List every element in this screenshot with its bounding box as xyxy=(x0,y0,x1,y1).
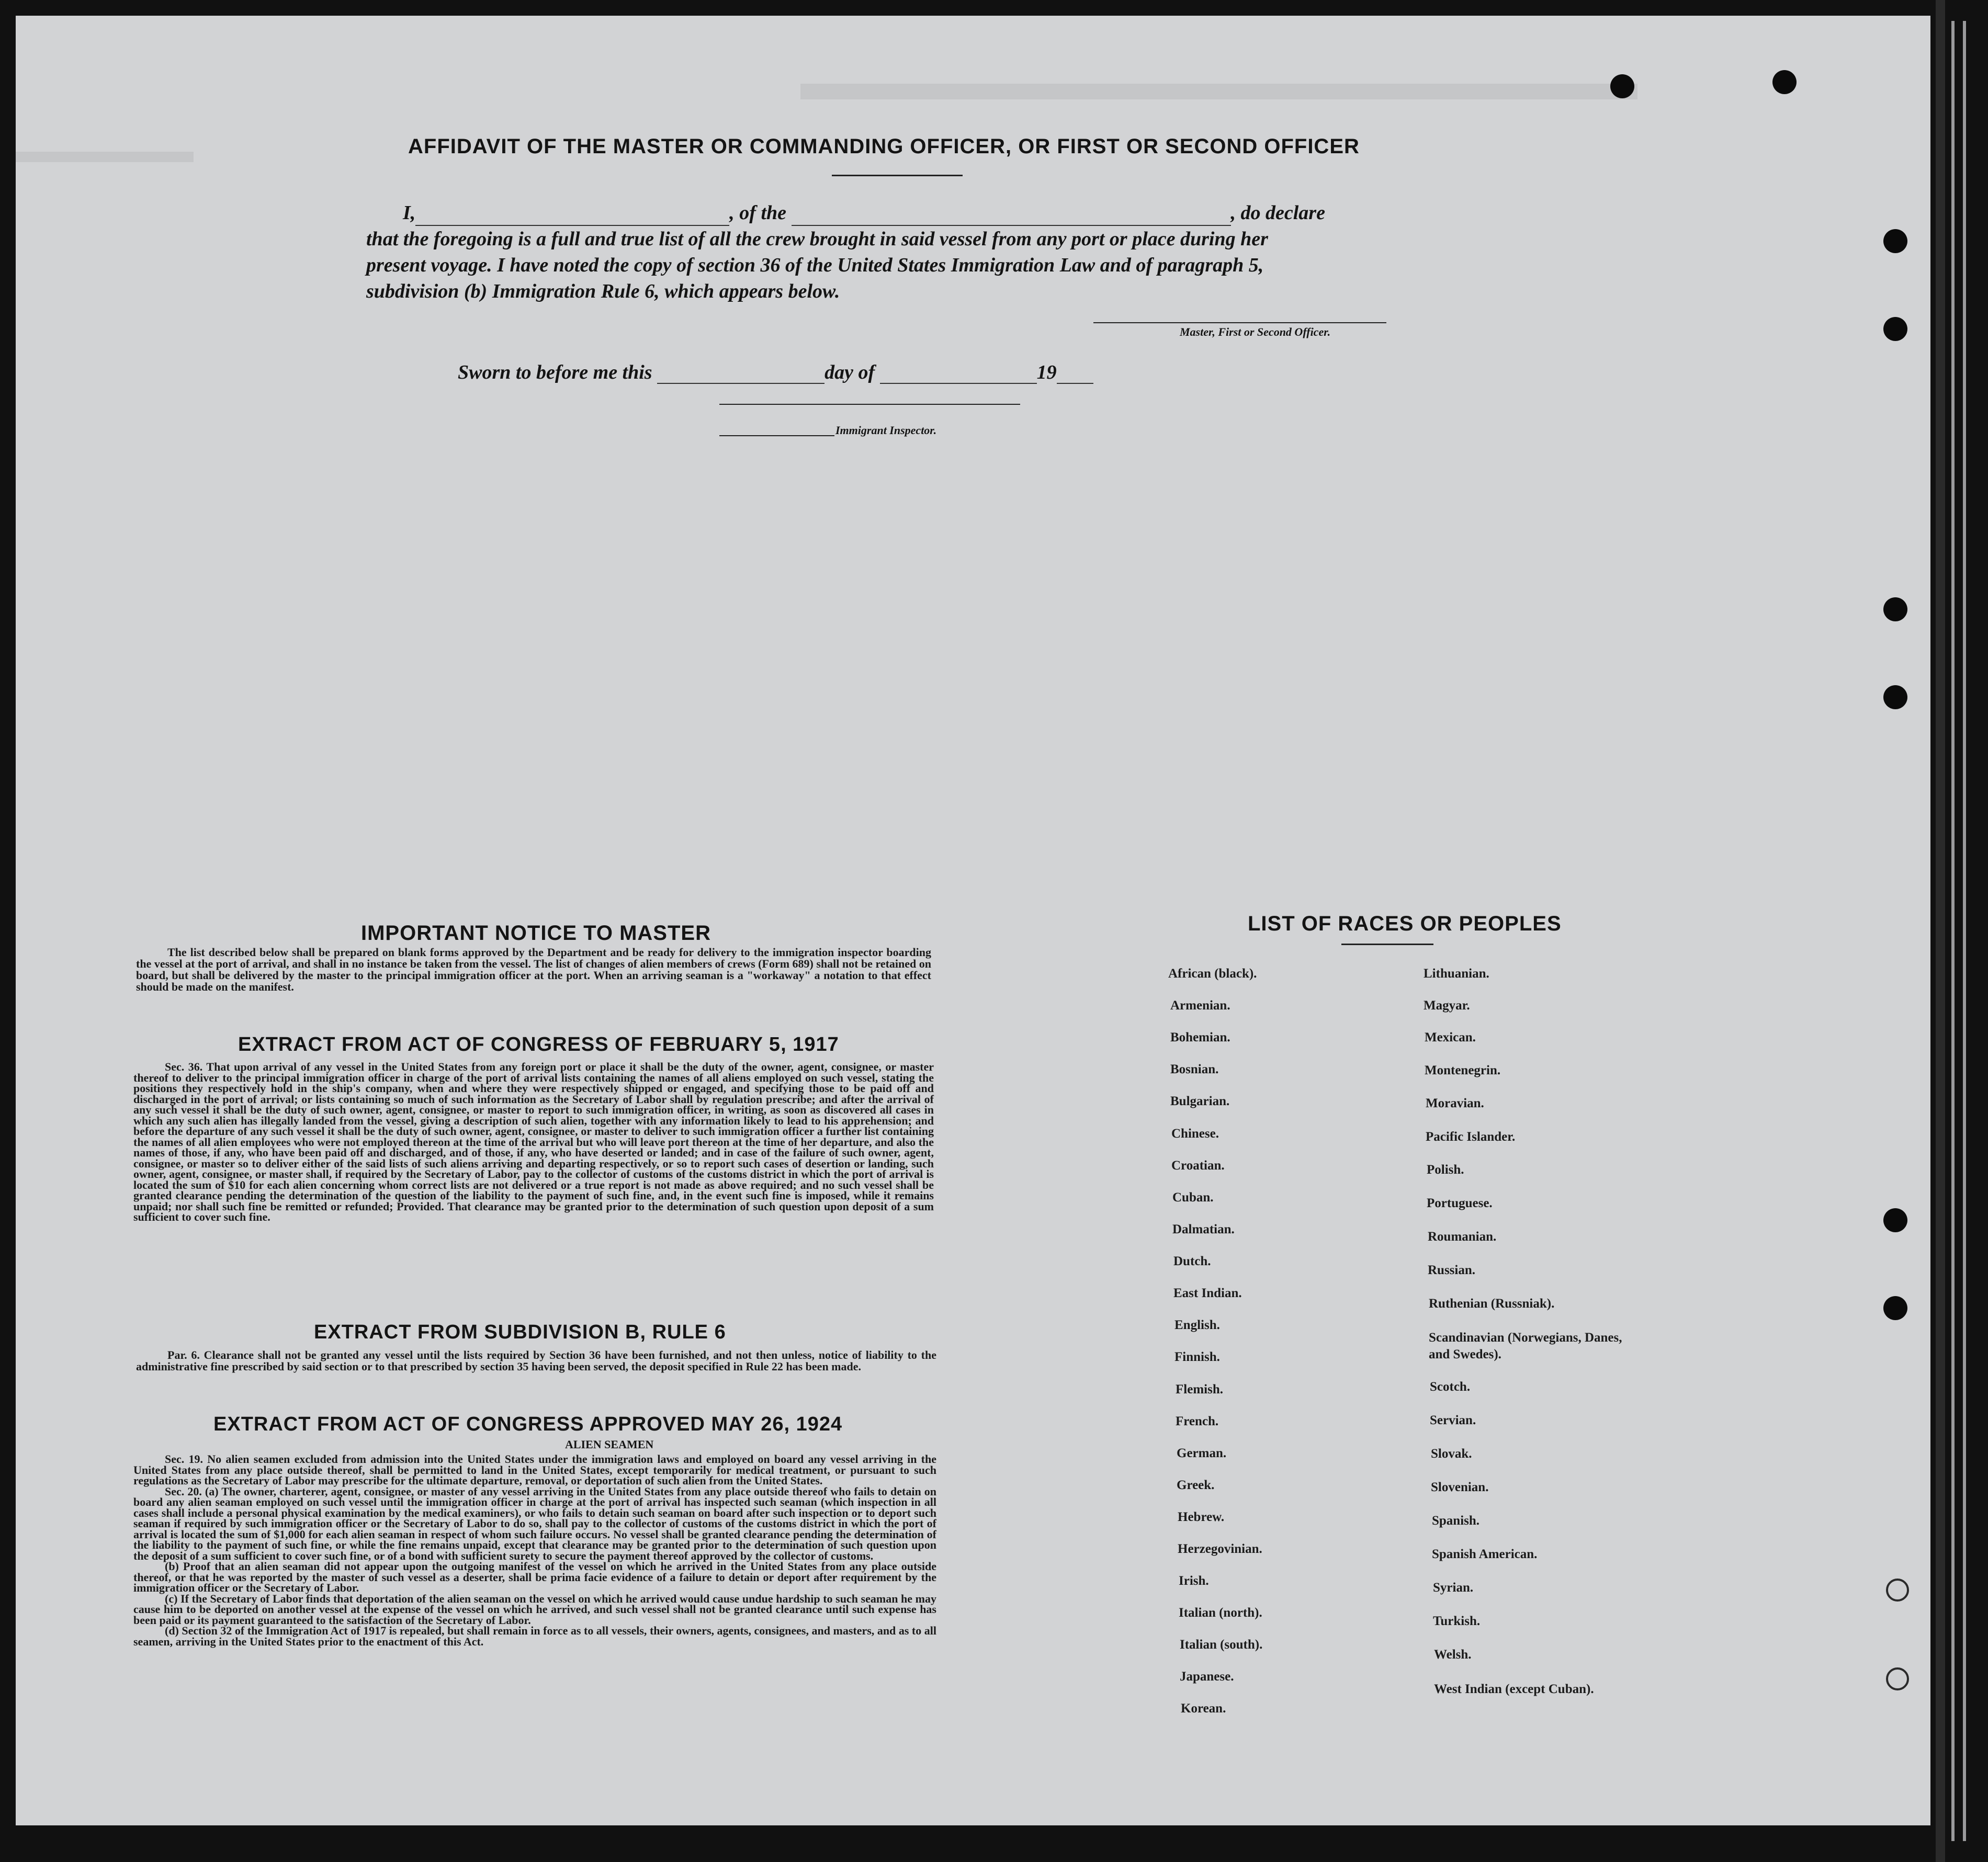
sworn-year-label: 19 xyxy=(1036,361,1057,383)
binding-edge-stripe xyxy=(1963,21,1966,1841)
race-item: Pacific Islander. xyxy=(1426,1130,1516,1144)
sworn-statement xyxy=(458,361,1093,384)
declarant-prefix: I, xyxy=(403,202,416,224)
sec19-text: Sec. 19. No alien seamen excluded from admission into the United States under the immigration laws and employed on board any vessel arriving in the United States from any place outside thereof, shall be permitted to land in the United States, except temporarily for medical treatment, or pursuant to such regulations as the Secretary of Labor may prescribe for the ultimate departure, removal, or deportation of such alien from the United States. xyxy=(133,1452,936,1487)
race-item: Japanese. xyxy=(1180,1670,1234,1684)
sworn-day-field[interactable] xyxy=(657,367,824,384)
extract-1917-body xyxy=(133,1062,934,1223)
extract-1924-body xyxy=(133,1454,936,1647)
race-item: French. xyxy=(1176,1414,1219,1428)
race-item: Italian (north). xyxy=(1179,1606,1262,1620)
race-item: Hebrew. xyxy=(1178,1510,1225,1524)
declaration-line-4: subdivision (b) Immigration Rule 6, which appears below. xyxy=(366,280,840,302)
race-item: Herzegovinian. xyxy=(1178,1542,1262,1556)
punch-hole xyxy=(1883,685,1907,709)
race-item: Portuguese. xyxy=(1427,1196,1493,1210)
race-item: Italian (south). xyxy=(1180,1638,1263,1652)
punch-hole xyxy=(1610,74,1634,98)
race-item: Bohemian. xyxy=(1170,1030,1230,1044)
race-item: Mexican. xyxy=(1425,1030,1476,1044)
bleed-through-ghost xyxy=(16,152,194,162)
sec20d xyxy=(133,1626,936,1647)
title-underline xyxy=(832,175,963,176)
sworn-prefix: Sworn to before me this xyxy=(458,361,652,383)
races-title-underline xyxy=(1341,944,1433,945)
races-title: LIST OF RACES OR PEOPLES xyxy=(1248,912,1562,935)
affidavit-declaration xyxy=(366,200,1392,304)
notice-body-text: The list described below shall be prepared on blank forms approved by the Department and be ready for delivery to the immigration inspector boarding the vessel at the port of arrival, and shall in no instance be taken from the vessel. The list of changes of alien members of crews (Form 689) shall not be retained on board, but shall be delivered by the master to the principal immigration officer at the port. When an arriving seaman is a "workaway" a notation to that effect should be made on the manifest. xyxy=(136,946,931,993)
sec20d-text: (d) Section 32 of the Immigration Act of 1917 is repealed, but shall remain in force as to all vessels, their owners, agents, consignees, and masters, and as to all seamen, arriving in the United States prior to the enactment of this Act. xyxy=(133,1624,936,1648)
declaration-line-3: present voyage. I have noted the copy of section 36 of the United States Immigration Law and of paragraph 5, xyxy=(366,254,1264,276)
rule6-title: EXTRACT FROM SUBDIVISION B, RULE 6 xyxy=(314,1321,726,1343)
rule6-text: Par. 6. Clearance shall not be granted any vessel until the lists required by Section 36 have been furnished, and not then unless, notice of liability to the administrative fine prescribed by said section or to that prescribed by section 35 having been served, the deposit specified in Rule 22 has been made. xyxy=(136,1348,936,1373)
race-item: Greek. xyxy=(1177,1478,1215,1492)
notice-title: IMPORTANT NOTICE TO MASTER xyxy=(361,922,711,945)
race-item: Slovak. xyxy=(1431,1447,1472,1461)
sec20 xyxy=(133,1486,936,1562)
punch-hole xyxy=(1883,229,1907,253)
race-item: Syrian. xyxy=(1433,1581,1474,1595)
sworn-year-field[interactable] xyxy=(1057,367,1093,384)
race-item: English. xyxy=(1174,1318,1220,1332)
binding-edge xyxy=(1936,0,1945,1862)
race-item: Bosnian. xyxy=(1170,1062,1219,1076)
punch-hole xyxy=(1883,317,1907,341)
punch-hole xyxy=(1883,1296,1907,1320)
sec20b xyxy=(133,1561,936,1594)
race-item: Korean. xyxy=(1181,1701,1226,1716)
race-item: Russian. xyxy=(1428,1263,1476,1277)
race-item: Dalmatian. xyxy=(1172,1222,1235,1236)
sworn-month-field[interactable] xyxy=(880,367,1037,384)
race-item: German. xyxy=(1177,1446,1227,1460)
race-item: West Indian (except Cuban). xyxy=(1434,1682,1594,1696)
race-item: Armenian. xyxy=(1170,998,1230,1013)
punch-hole xyxy=(1886,1667,1909,1690)
race-item: Croatian. xyxy=(1171,1159,1225,1173)
inspector-label: Immigrant Inspector. xyxy=(835,424,937,437)
sworn-day-label: day of xyxy=(824,361,875,383)
race-item: African (black). xyxy=(1168,967,1257,981)
race-item: Turkish. xyxy=(1433,1614,1481,1628)
extract-1924-title: EXTRACT FROM ACT OF CONGRESS APPROVED MAY 26, 1924 xyxy=(213,1413,843,1435)
do-declare-label: , do declare xyxy=(1230,202,1325,224)
punch-hole xyxy=(1883,1208,1907,1232)
notice-body xyxy=(136,947,931,993)
declaration-line-2: that the foregoing is a full and true list of all the crew brought in said vessel from any port or place during her xyxy=(366,228,1268,250)
declarant-name-field[interactable] xyxy=(415,206,729,226)
race-item: Cuban. xyxy=(1172,1190,1214,1205)
inspector-signature-line[interactable] xyxy=(719,435,834,436)
of-the-label: , of the xyxy=(729,202,787,224)
race-item: Irish. xyxy=(1179,1574,1209,1588)
race-item: Lithuanian. xyxy=(1424,967,1489,981)
race-item: Bulgarian. xyxy=(1170,1094,1230,1108)
punch-hole xyxy=(1772,70,1797,94)
affidavit-title: AFFIDAVIT OF THE MASTER OR COMMANDING OFFICER, OR FIRST OR SECOND OFFICER xyxy=(408,135,1360,158)
extract-1917-text: Sec. 36. That upon arrival of any vessel in the United States from any foreign port or place it shall be the duty of the owner, agent, consignee, or master thereof to deliver to the principal immigration officer in charge of the port of arrival lists containing the names of all aliens employed on such vessel, stating the positions they respectively hold in the ship's company, when and where they were respectively shipped or engaged, and specifying those to be paid off and discharged in the port of arrival; or lists containing so much of such information as the Secretary of Labor shall by regulation prescribe; and after the arrival of any such vessel it shall be the duty of such owner, agent, consignee, or master to report to such immigration officer, in writing, as soon as discovered all cases in which any such alien has illegally landed from the vessel, giving a description of such alien, together with any information likely to lead to his apprehension; and before the departure of any such vessel it shall be the duty of such owner, agent, consignee, or master to deliver to such immigration officer a further list containing the names of all alien employees who were not employed thereon at the time of the arrival but who will leave port thereon at the time of her departure, and also the names of those, if any, who have been paid off and discharged, and of those, if any, who have deserted or landed; and in case of the failure of such owner, agent, consignee, or master so to deliver either of the said lists of such aliens arriving and departing respectively, or so to report such cases of desertion or landing, such owner, agent, consignee, or master shall, if required by the Secretary of Labor, pay to the collector of customs of the customs district in which the port of arrival is located the sum of $10 for each alien concerning whom correct lists are not delivered or a true report is not made as above required; and no such vessel shall be granted clearance pending the determination of the question of the liability to the payment of such fine, and, in the event such fine is imposed, while it remains unpaid; nor shall such fine be remitted or refunded; Provided. That clearance may be granted prior to the determination of such question upon deposit of a sum sufficient to cover such fine. xyxy=(133,1060,934,1223)
race-item: Chinese. xyxy=(1171,1127,1219,1141)
sec20c-text: (c) If the Secretary of Labor finds that deportation of the alien seaman on the vessel on which he arrived would cause undue hardship to such seaman he may cause him to be deported on another vessel at the expense of the vessel on which he arrived, and such vessel shall not be granted clearance until such expense has been paid or its payment guaranteed to the satisfaction of the Secretary of Labor. xyxy=(133,1592,936,1627)
master-signature-line[interactable] xyxy=(1093,322,1386,323)
sec20c xyxy=(133,1594,936,1626)
race-item: Ruthenian (Russniak). xyxy=(1429,1297,1555,1311)
bleed-through-ghost xyxy=(800,84,1637,99)
race-item: Dutch. xyxy=(1173,1254,1211,1268)
punch-hole xyxy=(1883,597,1907,621)
declaration-line-1 xyxy=(366,200,1392,226)
race-item: Finnish. xyxy=(1174,1350,1220,1364)
document-page xyxy=(16,16,1930,1825)
sec20b-text: (b) Proof that an alien seaman did not appear upon the outgoing manifest of the vessel on which he arrived in the United States from any place outside thereof, or that he was reported by the master of such vessel as a deserter, shall be prima facie evidence of a failure to detain or deport after requirement by the immigration officer or the Secretary of Labor. xyxy=(133,1560,936,1594)
rule6-body xyxy=(136,1349,936,1372)
race-item: Polish. xyxy=(1427,1163,1464,1177)
master-signature-label: Master, First or Second Officer. xyxy=(1180,325,1331,338)
race-item: Scandinavian (Norwegians, Danes, and Swedes). xyxy=(1429,1331,1622,1361)
race-item: Montenegrin. xyxy=(1425,1063,1501,1077)
race-item: Roumanian. xyxy=(1428,1230,1497,1244)
race-item: Slovenian. xyxy=(1431,1480,1489,1494)
race-item: Flemish. xyxy=(1176,1382,1223,1396)
race-item: Welsh. xyxy=(1434,1648,1472,1662)
race-item: East Indian. xyxy=(1173,1286,1242,1300)
alien-seamen-subtitle: ALIEN SEAMEN xyxy=(565,1438,654,1451)
race-item: Moravian. xyxy=(1426,1096,1484,1110)
sec19 xyxy=(133,1454,936,1486)
race-item: Servian. xyxy=(1430,1413,1476,1427)
race-item: Magyar. xyxy=(1424,998,1470,1013)
vessel-name-field[interactable] xyxy=(792,206,1231,226)
binding-edge-stripe xyxy=(1951,21,1955,1841)
race-item: Scotch. xyxy=(1430,1380,1471,1394)
sec20-text: Sec. 20. (a) The owner, charterer, agent, consignee, or master of any vessel arriving in the United States from any place outside thereof who fails to detain on board any alien seaman employed on such vessel until the immigration officer in charge at the port of arrival has inspected such seaman (which inspection in all cases shall include a personal physical examination by the medical examiners), or who fails to detain such seaman on board after such inspection or to deport such seaman if required by such immigration officer or the Secretary of Labor to do so, shall pay to the collector of customs of the customs district in which the port of arrival is located the sum of $1,000 for each alien seaman in respect of whom such failure occurs. No vessel shall be granted clearance pending the determination of the liability to the payment of such fine, or while the fine remains unpaid, except that clearance may be granted prior to the determination of such question upon the deposit of a sum sufficient to cover such fine, or of a bond with sufficient surety to secure the payment thereof approved by the collector of customs. xyxy=(133,1484,936,1562)
inspector-signature-line-upper[interactable] xyxy=(719,404,1020,405)
race-item: Spanish American. xyxy=(1432,1547,1538,1561)
punch-hole xyxy=(1886,1579,1909,1602)
extract-1917-title: EXTRACT FROM ACT OF CONGRESS OF FEBRUARY 5, 1917 xyxy=(238,1034,839,1055)
race-item: Spanish. xyxy=(1432,1514,1480,1528)
